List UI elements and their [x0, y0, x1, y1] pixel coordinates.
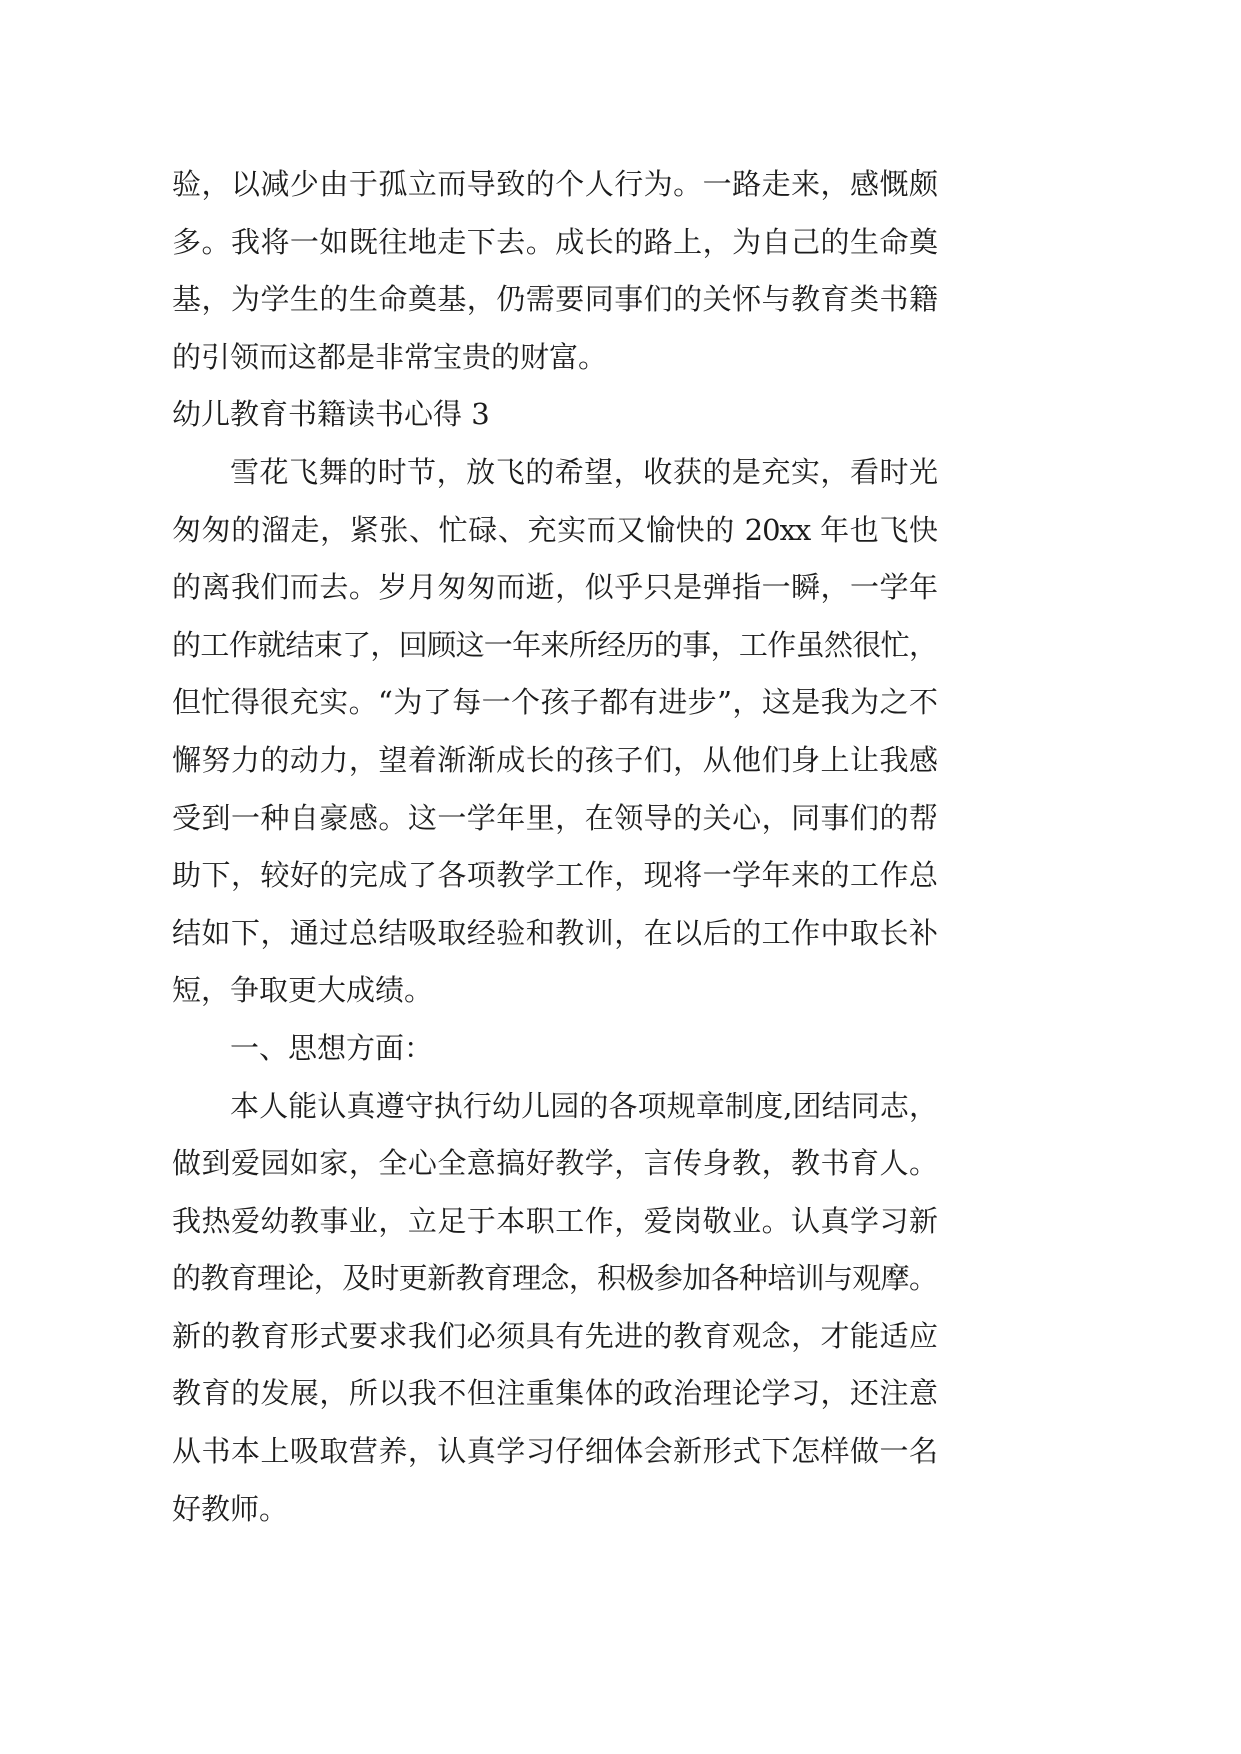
text-line: 教育的发展，所以我不但注重集体的政治理论学习，还注意 [172, 1376, 937, 1411]
paragraph-section-body [172, 1078, 937, 1539]
section-heading: 一、思想方面： [230, 1030, 434, 1065]
text-line: 基，为学生的生命奠基，仍需要同事们的关怀与教育类书籍 [172, 282, 937, 317]
text-line: 的教育理论，及时更新教育理念，积极参加各种培训与观摩。 [172, 1261, 937, 1296]
text-line: 匆匆的溜走，紧张、忙碌、充实而又愉快的 20xx 年也飞快 [172, 512, 937, 547]
text-line: 懈努力的动力，望着渐渐成长的孩子们，从他们身上让我感 [172, 742, 937, 777]
text-line: 从书本上吸取营养，认真学习仔细体会新形式下怎样做一名 [172, 1434, 937, 1469]
text-line: 但忙得很充实。“为了每一个孩子都有进步”，这是我为之不 [172, 685, 937, 720]
paragraph-continuation [172, 156, 937, 386]
paragraph-intro [172, 444, 937, 1020]
text-line: 助下，较好的完成了各项教学工作，现将一学年来的工作总 [172, 858, 937, 893]
text-line: 受到一种自豪感。这一学年里，在领导的关心，同事们的帮 [172, 800, 937, 835]
text-line: 短，争取更大成绩。 [172, 973, 434, 1008]
text-line: 的工作就结束了，回顾这一年来所经历的事，工作虽然很忙， [172, 627, 937, 662]
text-line: 多。我将一如既往地走下去。成长的路上，为自己的生命奠 [172, 224, 937, 259]
text-line: 雪花飞舞的时节，放飞的希望，收获的是充实，看时光 [230, 454, 937, 489]
text-line: 本人能认真遵守执行幼儿园的各项规章制度,团结同志， [230, 1088, 937, 1123]
text-line: 结如下，通过总结吸取经验和教训，在以后的工作中取长补 [172, 915, 937, 950]
text-line: 做到爱园如家，全心全意搞好教学，言传身教，教书育人。 [172, 1146, 937, 1181]
text-line: 的引领而这都是非常宝贵的财富。 [172, 339, 608, 374]
text-line: 的离我们而去。岁月匆匆而逝，似乎只是弹指一瞬，一学年 [172, 570, 937, 605]
document-heading: 幼儿教育书籍读书心得 3 [172, 397, 490, 432]
text-line: 好教师。 [172, 1491, 289, 1526]
document-body [172, 156, 937, 1538]
text-line: 我热爱幼教事业，立足于本职工作，爱岗敬业。认真学习新 [172, 1203, 937, 1238]
text-line: 新的教育形式要求我们必须具有先进的教育观念，才能适应 [172, 1318, 937, 1353]
text-line: 验，以减少由于孤立而导致的个人行为。一路走来，感慨颇 [172, 167, 937, 201]
